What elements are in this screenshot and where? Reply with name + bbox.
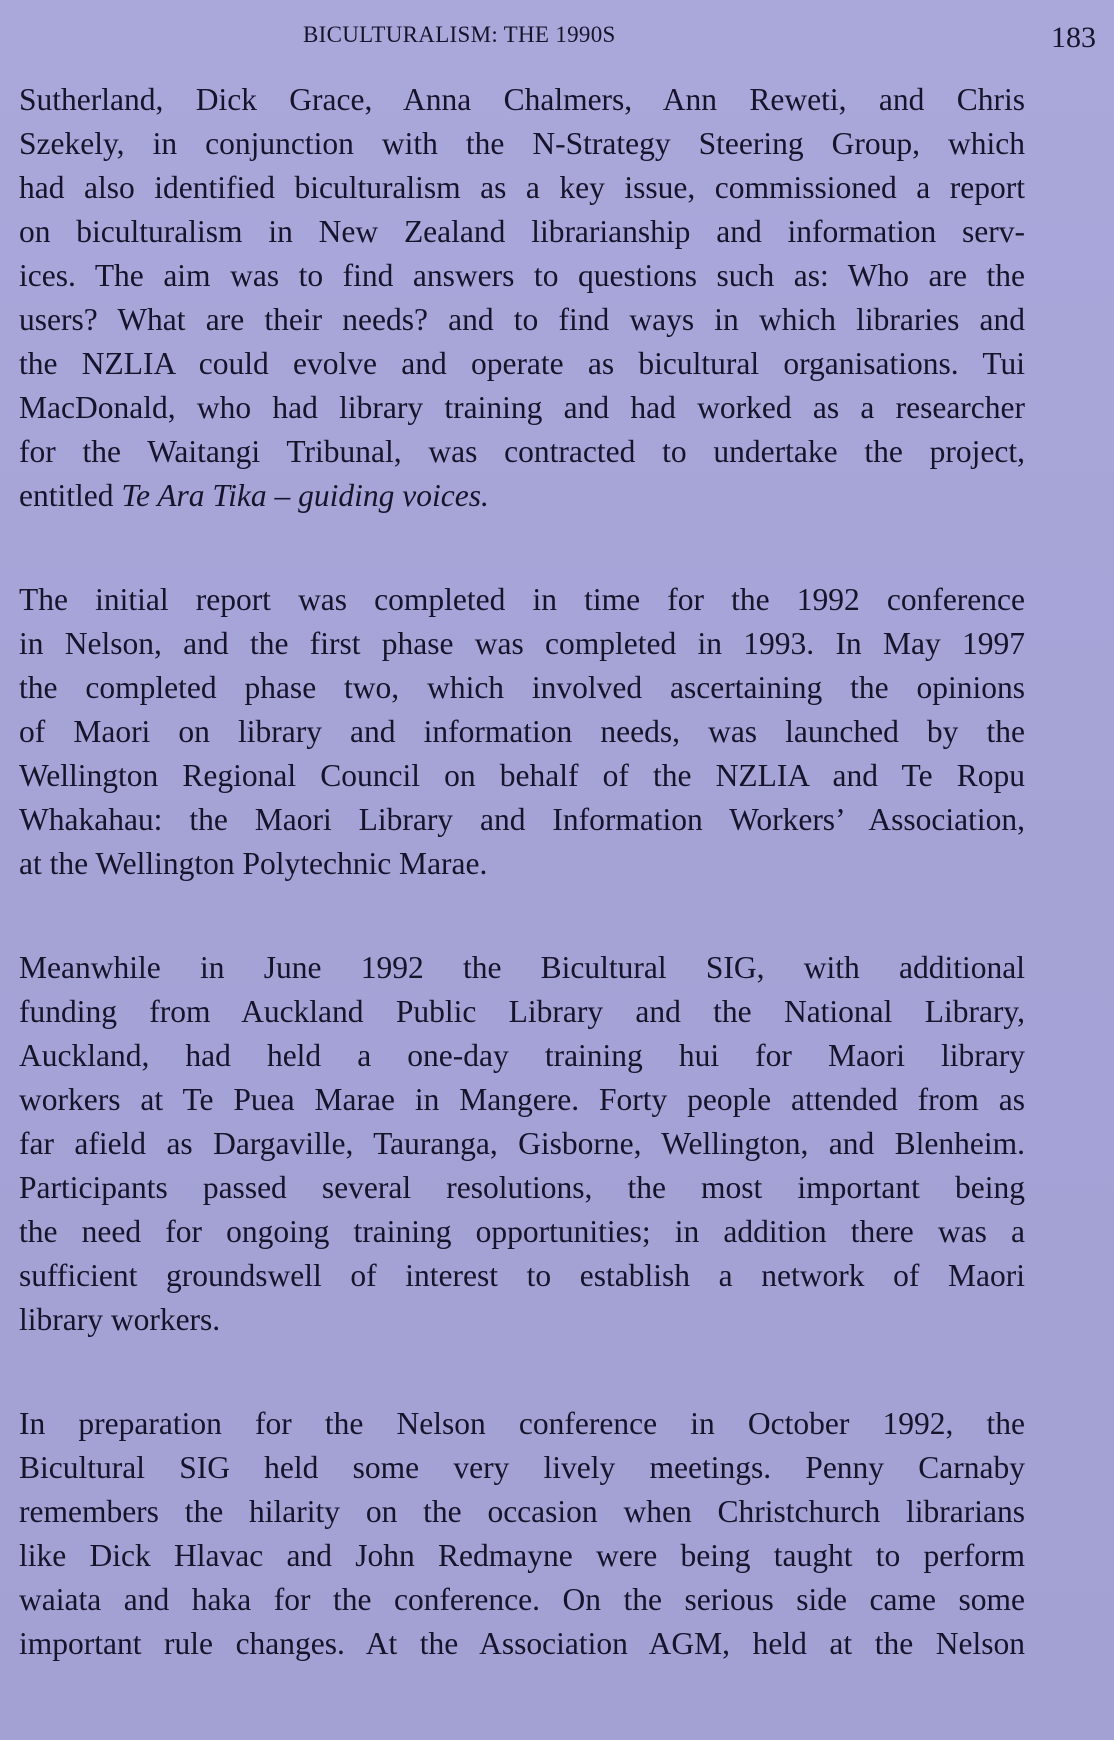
text-line: the NZLIA could evolve and operate as bicultural organisations. Tui xyxy=(19,346,1025,381)
text-line: of Maori on library and information needs, was launched by the xyxy=(19,714,1025,749)
text-line: far afield as Dargaville, Tauranga, Gisborne, Wellington, and Blenheim. xyxy=(19,1126,1025,1161)
text-line: like Dick Hlavac and John Redmayne were being taught to perform xyxy=(19,1538,1025,1573)
paragraph-4 xyxy=(19,1402,1025,1666)
text-line: Auckland, had held a one-day training hui for Maori library xyxy=(19,1038,1025,1073)
text-line: sufficient groundswell of interest to establish a network of Maori xyxy=(19,1258,1025,1293)
paragraph-3 xyxy=(19,946,1025,1342)
paragraph-2 xyxy=(19,578,1025,886)
text-line: Bicultural SIG held some very lively meetings. Penny Carnaby xyxy=(19,1450,1025,1485)
text-line: waiata and haka for the conference. On the serious side came some xyxy=(19,1582,1025,1617)
text-line: The initial report was completed in time for the 1992 conference xyxy=(19,582,1025,617)
text-line: Wellington Regional Council on behalf of the NZLIA and Te Ropu xyxy=(19,758,1025,793)
running-header xyxy=(0,18,1114,58)
text-line: remembers the hilarity on the occasion when Christchurch librarians xyxy=(19,1494,1025,1529)
text-line: the completed phase two, which involved ascertaining the opinions xyxy=(19,670,1025,705)
text-line-final: library workers. xyxy=(19,1302,221,1337)
text-line: MacDonald, who had library training and had worked as a researcher xyxy=(19,390,1025,425)
text-line: Sutherland, Dick Grace, Anna Chalmers, Ann Reweti, and Chris xyxy=(19,82,1025,117)
text-line: Meanwhile in June 1992 the Bicultural SIG, with additional xyxy=(19,950,1025,985)
text-line-final xyxy=(19,474,1025,518)
text-line: had also identified biculturalism as a key issue, commissioned a report xyxy=(19,170,1025,205)
body-text xyxy=(19,78,1025,1726)
text-fragment: entitled xyxy=(19,478,122,513)
text-line: Participants passed several resolutions, the most important being xyxy=(19,1170,1025,1205)
text-line: Whakahau: the Maori Library and Information Workers’ Association, xyxy=(19,802,1025,837)
text-line: In preparation for the Nelson conference in October 1992, the xyxy=(19,1406,1025,1441)
text-line: for the Waitangi Tribunal, was contracted to undertake the project, xyxy=(19,434,1025,469)
page-number: 183 xyxy=(1051,21,1096,54)
text-line: important rule changes. At the Association AGM, held at the Nelson xyxy=(19,1626,1025,1661)
text-line: Szekely, in conjunction with the N-Strategy Steering Group, which xyxy=(19,126,1025,161)
text-line: in Nelson, and the first phase was completed in 1993. In May 1997 xyxy=(19,626,1025,661)
paragraph-1 xyxy=(19,78,1025,518)
text-line: on biculturalism in New Zealand librarianship and information serv- xyxy=(19,214,1025,249)
text-line-final: at the Wellington Polytechnic Marae. xyxy=(19,846,488,881)
text-line: users? What are their needs? and to find ways in which libraries and xyxy=(19,302,1025,337)
text-line: the need for ongoing training opportunities; in addition there was a xyxy=(19,1214,1025,1249)
running-title: BICULTURALISM: THE 1990S xyxy=(303,22,616,47)
text-line: funding from Auckland Public Library and the National Library, xyxy=(19,994,1025,1029)
report-title: Te Ara Tika – guiding voices. xyxy=(121,478,489,513)
text-line: workers at Te Puea Marae in Mangere. Forty people attended from as xyxy=(19,1082,1025,1117)
text-line: ices. The aim was to find answers to questions such as: Who are the xyxy=(19,258,1025,293)
